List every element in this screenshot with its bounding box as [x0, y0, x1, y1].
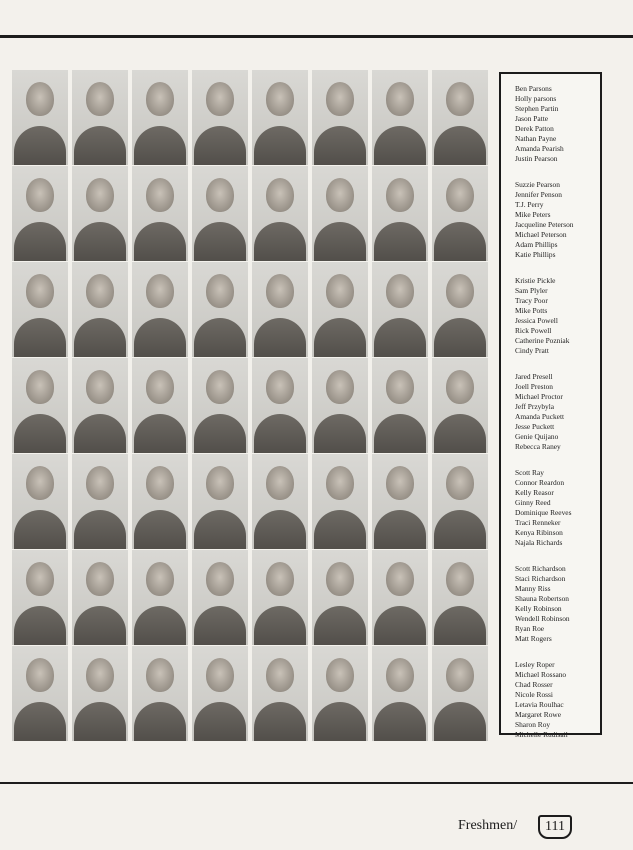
- student-name: Michelle Rudisail: [515, 730, 568, 739]
- top-rule: [0, 35, 633, 38]
- student-portrait: [432, 358, 488, 453]
- student-portrait: [252, 70, 308, 165]
- student-portrait: [372, 550, 428, 645]
- student-name: Najala Richards: [515, 538, 563, 547]
- student-name: T.J. Perry: [515, 200, 544, 209]
- student-portrait: [252, 166, 308, 261]
- student-name: Justin Pearson: [515, 154, 558, 163]
- student-portrait: [252, 646, 308, 741]
- student-portrait: [12, 358, 68, 453]
- student-portrait: [12, 166, 68, 261]
- student-portrait: [132, 70, 188, 165]
- student-name: Letavia Roulhac: [515, 700, 564, 709]
- student-name: Jennifer Penson: [515, 190, 563, 199]
- name-group: [515, 372, 601, 452]
- student-portrait: [312, 550, 368, 645]
- student-portrait: [192, 262, 248, 357]
- student-name: Mike Potts: [515, 306, 548, 315]
- student-name: Kristie Pickle: [515, 276, 556, 285]
- student-portrait: [312, 646, 368, 741]
- student-portrait: [72, 70, 128, 165]
- student-portrait: [372, 166, 428, 261]
- student-portrait: [372, 358, 428, 453]
- student-portrait: [312, 454, 368, 549]
- student-name: Kelly Robinson: [515, 604, 562, 613]
- student-portrait: [432, 550, 488, 645]
- student-portrait: [132, 454, 188, 549]
- student-portrait: [12, 262, 68, 357]
- name-group: [515, 660, 601, 740]
- student-name: Lesley Roper: [515, 660, 555, 669]
- student-portrait: [372, 262, 428, 357]
- student-portrait: [312, 70, 368, 165]
- student-name: Ben Parsons: [515, 84, 552, 93]
- student-portrait: [132, 646, 188, 741]
- student-portrait: [192, 646, 248, 741]
- student-name: Ginny Reed: [515, 498, 551, 507]
- student-name: Jesse Puckett: [515, 422, 555, 431]
- student-name: Genie Quijano: [515, 432, 559, 441]
- student-portrait: [72, 166, 128, 261]
- student-portrait: [192, 454, 248, 549]
- student-portrait: [432, 70, 488, 165]
- student-portrait: [312, 166, 368, 261]
- student-name: Stephen Partin: [515, 104, 559, 113]
- student-portrait: [12, 550, 68, 645]
- student-name: Suzzie Pearson: [515, 180, 560, 189]
- student-portrait: [192, 70, 248, 165]
- student-name: Nathan Payne: [515, 134, 557, 143]
- name-group: [515, 180, 601, 260]
- student-name: Derek Patton: [515, 124, 554, 133]
- student-portrait: [312, 262, 368, 357]
- student-name: Nicole Rossi: [515, 690, 553, 699]
- student-name: Wendell Robinson: [515, 614, 570, 623]
- student-portrait: [72, 358, 128, 453]
- name-group: [515, 276, 601, 356]
- student-portrait: [132, 166, 188, 261]
- student-name: Kenya Ribinson: [515, 528, 563, 537]
- student-portrait: [252, 454, 308, 549]
- student-portrait: [372, 646, 428, 741]
- student-name: Margaret Rowe: [515, 710, 562, 719]
- student-portrait: [192, 166, 248, 261]
- student-name: Sharon Roy: [515, 720, 551, 729]
- student-portrait: [432, 454, 488, 549]
- student-name: Catherine Pozniak: [515, 336, 570, 345]
- student-name: Jared Presell: [515, 372, 553, 381]
- student-portrait: [252, 262, 308, 357]
- student-name: Jacqueline Peterson: [515, 220, 574, 229]
- student-name: Michael Rossano: [515, 670, 567, 679]
- student-name: Scott Richardson: [515, 564, 566, 573]
- student-portrait: [252, 358, 308, 453]
- student-portrait: [372, 454, 428, 549]
- student-portrait: [132, 550, 188, 645]
- student-portrait: [192, 550, 248, 645]
- page-number-shield: 111: [538, 815, 572, 839]
- student-name: Traci Renneker: [515, 518, 561, 527]
- student-name: Rick Powell: [515, 326, 552, 335]
- name-group: [515, 84, 601, 164]
- portrait-grid: [12, 70, 490, 742]
- student-portrait: [12, 454, 68, 549]
- student-name: Matt Rogers: [515, 634, 552, 643]
- student-name: Dominique Reeves: [515, 508, 572, 517]
- section-label: Freshmen/: [458, 818, 518, 833]
- student-name: Tracy Poor: [515, 296, 548, 305]
- student-portrait: [372, 70, 428, 165]
- student-portrait: [252, 550, 308, 645]
- student-portrait: [12, 70, 68, 165]
- student-portrait: [432, 646, 488, 741]
- student-name: Rebecca Raney: [515, 442, 561, 451]
- student-name: Michael Peterson: [515, 230, 567, 239]
- student-name: Manny Riss: [515, 584, 551, 593]
- student-portrait: [12, 646, 68, 741]
- student-name: Ryan Roe: [515, 624, 545, 633]
- student-name: Joell Preston: [515, 382, 553, 391]
- student-name: Scott Ray: [515, 468, 544, 477]
- student-name: Adam Phillips: [515, 240, 558, 249]
- student-name: Sam Plyler: [515, 286, 548, 295]
- name-group: [515, 564, 601, 644]
- student-name: Michael Proctor: [515, 392, 563, 401]
- student-name: Connor Reardon: [515, 478, 565, 487]
- student-name: Amanda Puckett: [515, 412, 565, 421]
- student-portrait: [72, 262, 128, 357]
- student-name: Chad Rosser: [515, 680, 553, 689]
- student-portrait: [312, 358, 368, 453]
- bottom-rule: [0, 782, 633, 784]
- student-portrait: [72, 550, 128, 645]
- student-portrait: [192, 358, 248, 453]
- student-name: Staci Richardson: [515, 574, 566, 583]
- student-name: Mike Peters: [515, 210, 551, 219]
- student-name: Kelly Reasor: [515, 488, 554, 497]
- student-name: Amanda Pearish: [515, 144, 564, 153]
- student-portrait: [72, 454, 128, 549]
- student-name: Cindy Pratt: [515, 346, 549, 355]
- student-name: Katie Phillips: [515, 250, 556, 259]
- student-portrait: [132, 358, 188, 453]
- student-name: Holly parsons: [515, 94, 557, 103]
- student-name: Shauna Robertson: [515, 594, 569, 603]
- names-box: [499, 72, 602, 739]
- student-name: Jason Patte: [515, 114, 549, 123]
- student-portrait: [132, 262, 188, 357]
- student-name: Jessica Powell: [515, 316, 558, 325]
- student-portrait: [432, 166, 488, 261]
- student-name: Jeff Przybyla: [515, 402, 555, 411]
- name-group: [515, 468, 601, 548]
- student-portrait: [72, 646, 128, 741]
- student-portrait: [432, 262, 488, 357]
